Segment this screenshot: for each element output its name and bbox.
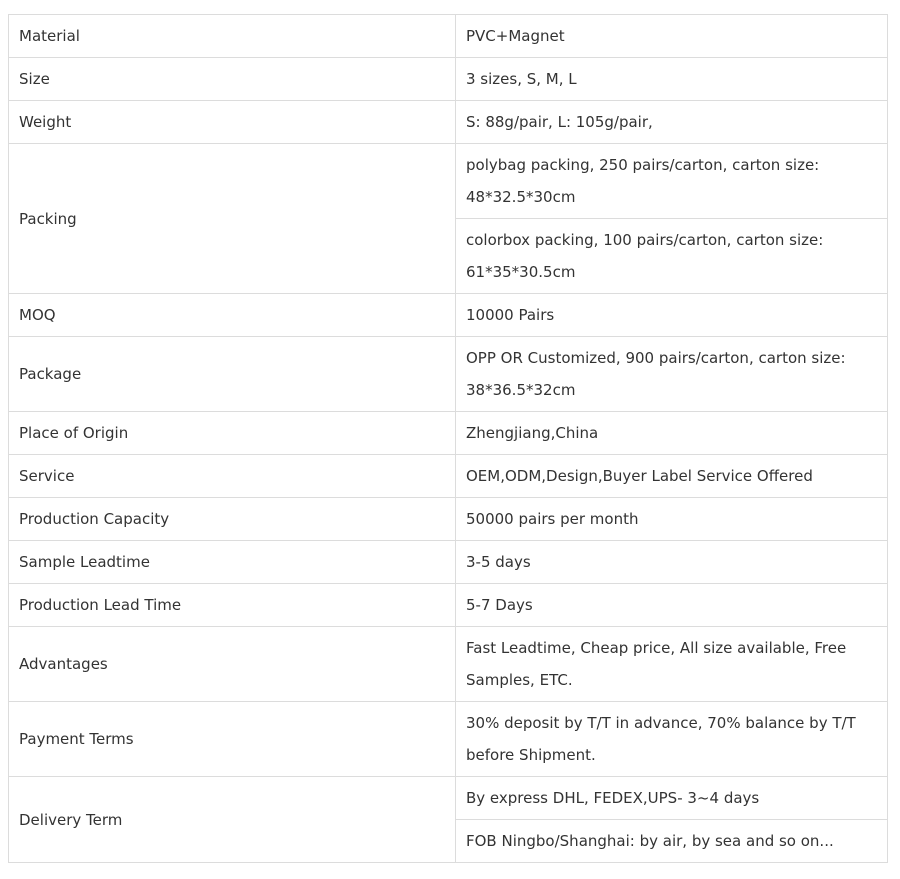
spec-label: Packing — [9, 144, 456, 294]
table-row — [9, 144, 888, 219]
spec-table-body — [9, 15, 888, 863]
spec-value: 50000 pairs per month — [456, 498, 888, 541]
table-row — [9, 337, 888, 412]
spec-label: Delivery Term — [9, 777, 456, 863]
spec-value: colorbox packing, 100 pairs/carton, carton size: 61*35*30.5cm — [456, 219, 888, 294]
table-row — [9, 584, 888, 627]
spec-value: 5-7 Days — [456, 584, 888, 627]
spec-label: Place of Origin — [9, 412, 456, 455]
spec-value: Zhengjiang,China — [456, 412, 888, 455]
spec-value: 3 sizes, S, M, L — [456, 58, 888, 101]
table-row — [9, 627, 888, 702]
table-row — [9, 15, 888, 58]
spec-value: FOB Ningbo/Shanghai: by air, by sea and so on... — [456, 820, 888, 863]
table-row — [9, 58, 888, 101]
table-row — [9, 455, 888, 498]
spec-value: 30% deposit by T/T in advance, 70% balance by T/T before Shipment. — [456, 702, 888, 777]
spec-label: Advantages — [9, 627, 456, 702]
spec-label: Material — [9, 15, 456, 58]
spec-value: PVC+Magnet — [456, 15, 888, 58]
table-row — [9, 294, 888, 337]
table-row — [9, 777, 888, 820]
product-spec-table — [8, 14, 888, 863]
table-row — [9, 702, 888, 777]
table-row — [9, 412, 888, 455]
spec-value: OPP OR Customized, 900 pairs/carton, carton size: 38*36.5*32cm — [456, 337, 888, 412]
spec-label: Package — [9, 337, 456, 412]
spec-value: polybag packing, 250 pairs/carton, carton size: 48*32.5*30cm — [456, 144, 888, 219]
spec-value: S: 88g/pair, L: 105g/pair, — [456, 101, 888, 144]
spec-value: By express DHL, FEDEX,UPS- 3~4 days — [456, 777, 888, 820]
spec-value: 3-5 days — [456, 541, 888, 584]
spec-label: Service — [9, 455, 456, 498]
spec-label: MOQ — [9, 294, 456, 337]
table-row — [9, 101, 888, 144]
table-row — [9, 541, 888, 584]
table-row — [9, 498, 888, 541]
spec-label: Payment Terms — [9, 702, 456, 777]
spec-label: Production Lead Time — [9, 584, 456, 627]
spec-label: Sample Leadtime — [9, 541, 456, 584]
spec-label: Production Capacity — [9, 498, 456, 541]
spec-value: 10000 Pairs — [456, 294, 888, 337]
spec-label: Weight — [9, 101, 456, 144]
spec-value: OEM,ODM,Design,Buyer Label Service Offered — [456, 455, 888, 498]
spec-label: Size — [9, 58, 456, 101]
spec-value: Fast Leadtime, Cheap price, All size available, Free Samples, ETC. — [456, 627, 888, 702]
